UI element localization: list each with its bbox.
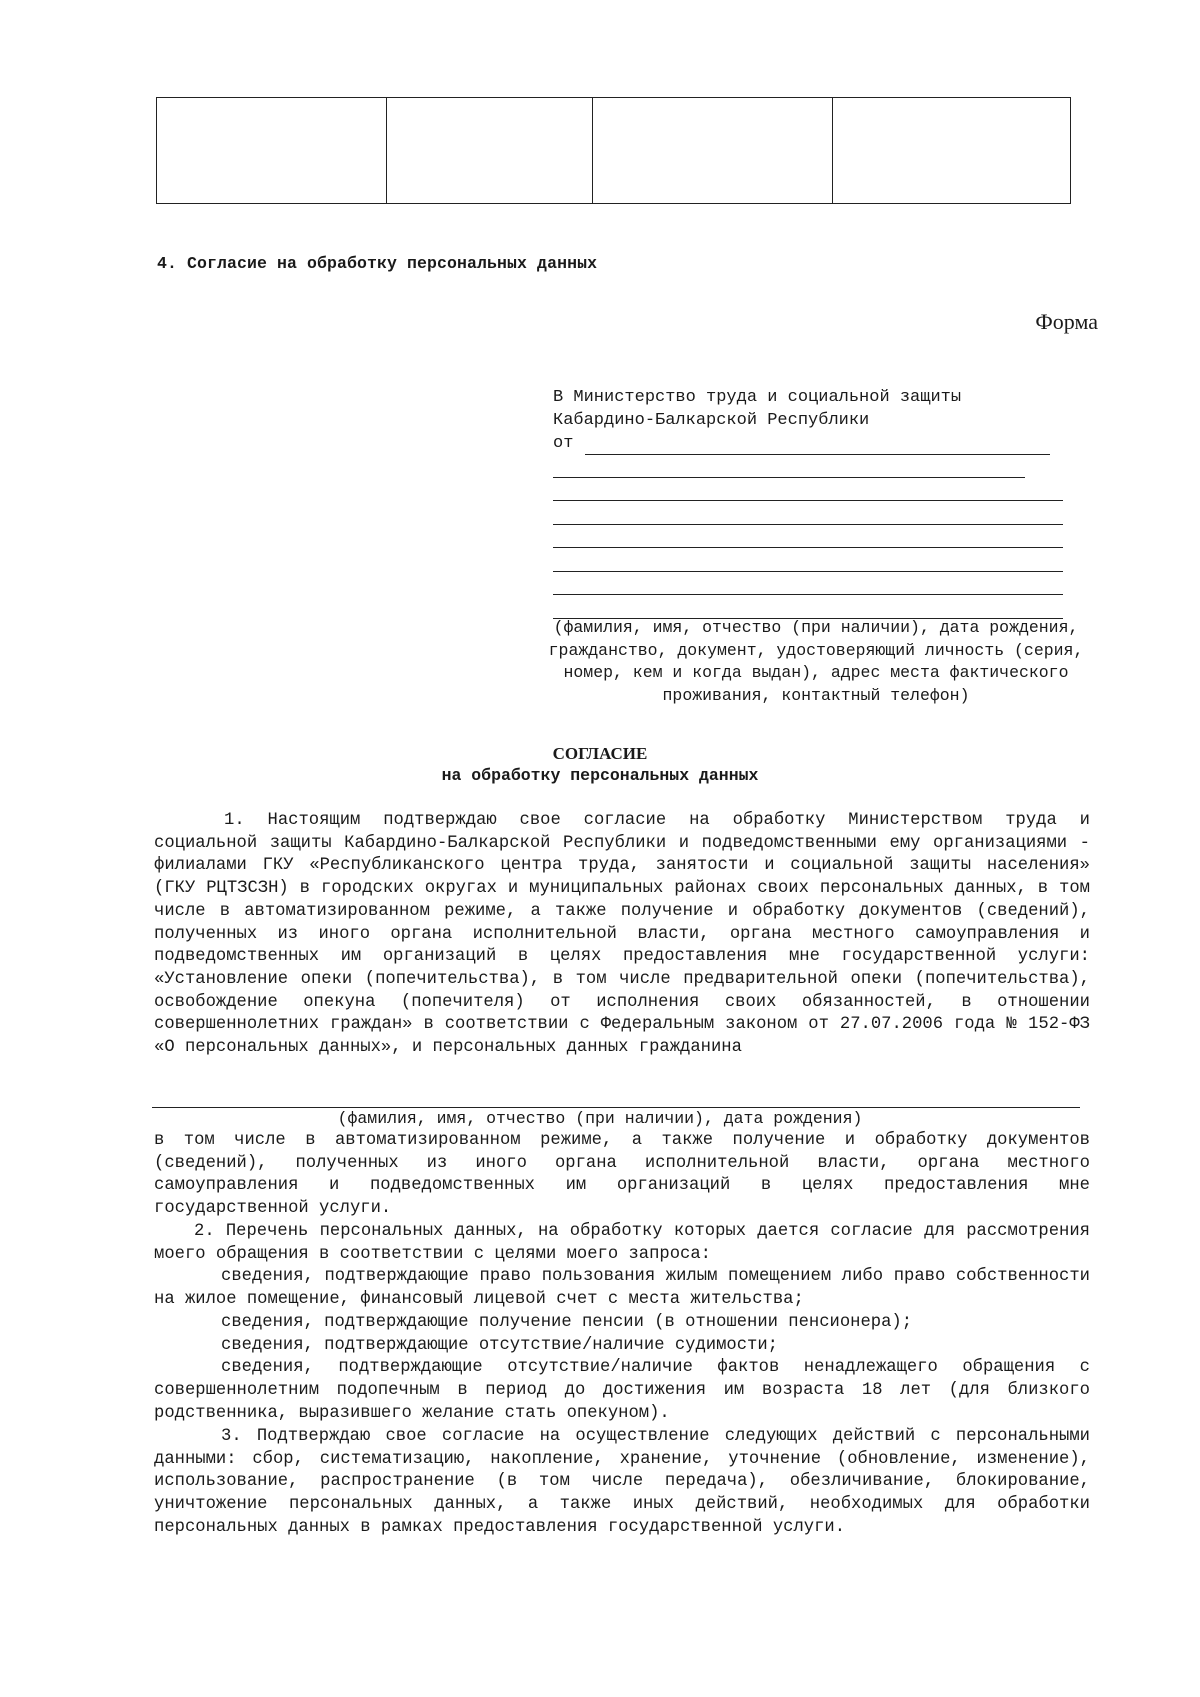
blank-input-line[interactable] bbox=[553, 525, 1063, 549]
table-cell[interactable] bbox=[157, 98, 387, 204]
paragraph-3 bbox=[154, 1426, 1090, 1540]
form-label: Форма bbox=[1035, 309, 1098, 334]
blank-input-line[interactable] bbox=[553, 478, 1063, 502]
table-row bbox=[157, 98, 1071, 204]
paragraph-1 bbox=[154, 810, 1090, 1060]
list-item: сведения, подтверждающие право пользования жилым помещением либо право собственности на жилое помещение, финансовый лицевой счет с места жительства; bbox=[154, 1267, 1090, 1310]
list-item: сведения, подтверждающие отсутствие/наличие фактов ненадлежащего обращения с совершеннолетним подопечным в период до достижения им возраста 18 лет (для близкого родственника, выразившего желание стать опекуном). bbox=[154, 1358, 1090, 1423]
blank-input-line[interactable] bbox=[553, 548, 1063, 572]
list-item: сведения, подтверждающие получение пенсии (в отношении пенсионера); bbox=[221, 1312, 913, 1332]
from-label: от bbox=[553, 434, 574, 453]
document-subtitle: на обработку персональных данных bbox=[441, 766, 759, 785]
table-cell[interactable] bbox=[387, 98, 593, 204]
from-input-line[interactable] bbox=[585, 438, 1050, 455]
paragraph-2 bbox=[154, 1221, 1090, 1425]
table-cell[interactable] bbox=[833, 98, 1071, 204]
table-cell[interactable] bbox=[593, 98, 833, 204]
empty-table bbox=[156, 97, 1071, 204]
paragraph-2-text: 2. Перечень персональных данных, на обработку которых дается согласие для рассмотрения моего обращения в соответствии с целями моего запроса: bbox=[154, 1222, 1090, 1264]
document-title: СОГЛАСИЕ bbox=[552, 744, 648, 763]
paragraph-3-text: 3. Подтверждаю свое согласие на осуществление следующих действий с персональными данными: сбор, систематизацию, накопление, хранение, уточнение (обновление, изменение), использование, распространение (в том числе передача), обезличивание, блокирование, уничтожение персональных данных, а также иных действий, необходимых для обработки персональных данных в рамках предоставления государственной услуги. bbox=[154, 1427, 1090, 1537]
paragraph-1-continuation-text: в том числе в автоматизированном режиме, а также получение и обработку документов (сведений), полученных из иного органа исполнительной власти, органа местного самоуправления и подведомственных им организаций в целях предоставления мне государственной услуги. bbox=[154, 1131, 1090, 1219]
paragraph-1-text: 1. Настоящим подтверждаю свое согласие на обработку Министерством труда и социальной защиты Кабардино-Балкарской Республики и подведомственными ему организациями - филиалами ГКУ «Республиканского центра труда, занятости и социальной защиты населения» (ГКУ РЦТЗСЗН) в городских округах и муниципальных районах своих персональных данных, в том числе в автоматизированном режиме, а также получение и обработку документов (сведений), полученных из иного органа исполнительной власти, органа местного самоуправления и подведомственных им организаций в целях предоставления мне государственной услуги: «Установление опеки (попечительства), в том числе предварительной опеки (попечительства), освобождение опекуна (попечителя) от исполнения своих обязанностей, в отношении совершеннолетних граждан» в соответствии с Федеральным законом от 27.07.2006 года № 152-ФЗ «О персональных данных», и персональных данных гражданина bbox=[154, 811, 1090, 1058]
addressee-line-1: В Министерство труда и социальной защиты bbox=[553, 388, 962, 407]
blank-input-line[interactable] bbox=[553, 595, 1063, 619]
addressee-line-2: Кабардино-Балкарской Республики bbox=[553, 411, 870, 430]
addressee-block bbox=[553, 386, 1073, 455]
from-row bbox=[553, 432, 1073, 455]
citizen-fio-caption: (фамилия, имя, отчество (при наличии), дата рождения) bbox=[337, 1109, 863, 1128]
list-item: сведения, подтверждающие отсутствие/наличие судимости; bbox=[221, 1335, 778, 1355]
applicant-info-lines bbox=[553, 454, 1063, 619]
section-heading: 4. Согласие на обработку персональных данных bbox=[157, 254, 598, 273]
blank-input-line[interactable] bbox=[553, 501, 1063, 525]
paragraph-1-continuation bbox=[154, 1130, 1090, 1221]
blank-input-line[interactable] bbox=[553, 454, 1025, 478]
blank-input-line[interactable] bbox=[553, 572, 1063, 596]
applicant-info-caption: (фамилия, имя, отчество (при наличии), дата рождения, гражданство, документ, удостоверяющий личность (серия, номер, кем и когда выдан), адрес места фактического проживания, контактный телефон) bbox=[548, 618, 1084, 705]
